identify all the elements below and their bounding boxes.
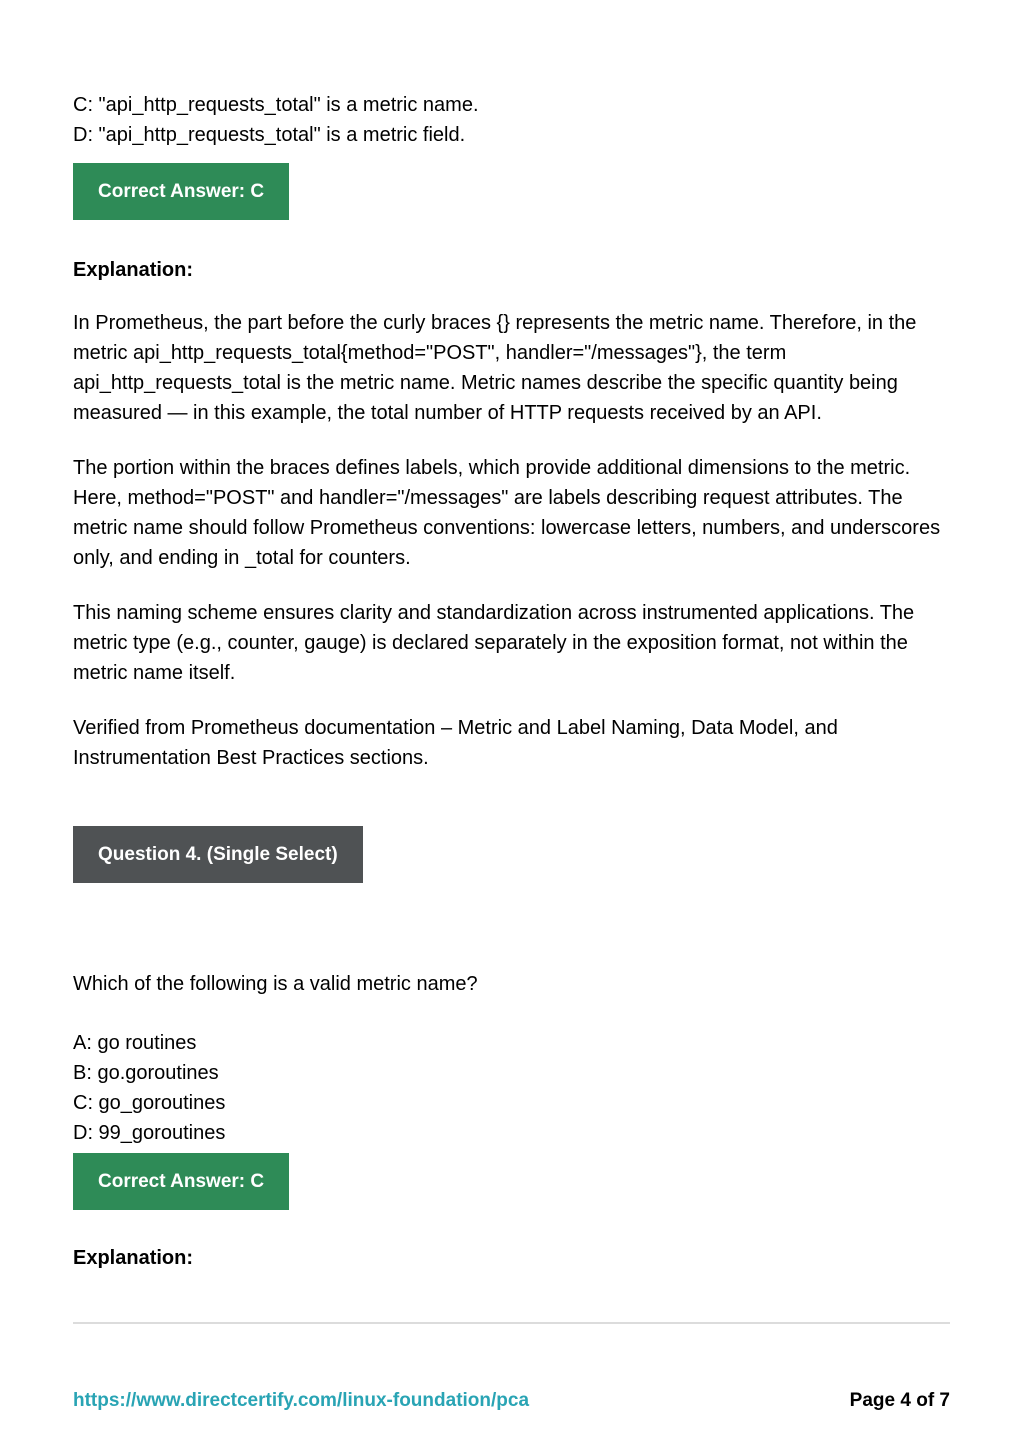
question-badge-row xyxy=(73,826,950,883)
option-d: D: 99_goroutines xyxy=(73,1122,226,1144)
explanation-paragraph: The portion within the braces defines labels, which provide additional dimensions to the metric. Here, method="POST" and handler="/messages" are labels describing request attributes. The metric name should follow Prometheus conventions: lowercase letters, numbers, and underscores only, and ending in _total for counters. xyxy=(73,457,941,569)
answer-badge-row-2 xyxy=(73,1148,950,1210)
footer-link[interactable]: https://www.directcertify.com/linux-foundation/pca xyxy=(73,1390,530,1411)
option-a: A: go routines xyxy=(73,1032,197,1054)
options-block xyxy=(73,1028,950,1148)
carryover-options-block xyxy=(73,90,950,150)
question-text: Which of the following is a valid metric name? xyxy=(73,973,478,995)
question-badge: Question 4. (Single Select) xyxy=(73,826,363,883)
explanation-heading: Explanation: xyxy=(73,1247,194,1269)
page-number: Page 4 of 7 xyxy=(849,1390,950,1411)
option-line-d: D: "api_http_requests_total" is a metric field. xyxy=(73,124,466,146)
option-b: B: go.goroutines xyxy=(73,1062,219,1084)
explanation-paragraph: Verified from Prometheus documentation – Metric and Label Naming, Data Model, and Instrumentation Best Practices sections. xyxy=(73,717,838,769)
correct-answer-badge: Correct Answer: C xyxy=(73,163,289,220)
footer-divider xyxy=(73,1322,950,1324)
correct-answer-badge: Correct Answer: C xyxy=(73,1153,289,1210)
answer-badge-row-1 xyxy=(73,150,950,220)
option-c: C: go_goroutines xyxy=(73,1092,226,1114)
explanation-paragraph: In Prometheus, the part before the curly braces {} represents the metric name. Therefore, in the metric api_http_requests_total{method="POST", handler="/messages"}, the term api_http_requests_total is the metric name. Metric names describe the specific quantity being measured — in this example, the total number of HTTP requests received by an API. xyxy=(73,312,917,424)
explanation-heading: Explanation: xyxy=(73,259,194,281)
explanation-paragraph: This naming scheme ensures clarity and standardization across instrumented applications. The metric type (e.g., counter, gauge) is declared separately in the exposition format, not within the metric name itself. xyxy=(73,602,915,684)
option-line-c: C: "api_http_requests_total" is a metric name. xyxy=(73,94,479,116)
page-footer xyxy=(73,1390,950,1412)
